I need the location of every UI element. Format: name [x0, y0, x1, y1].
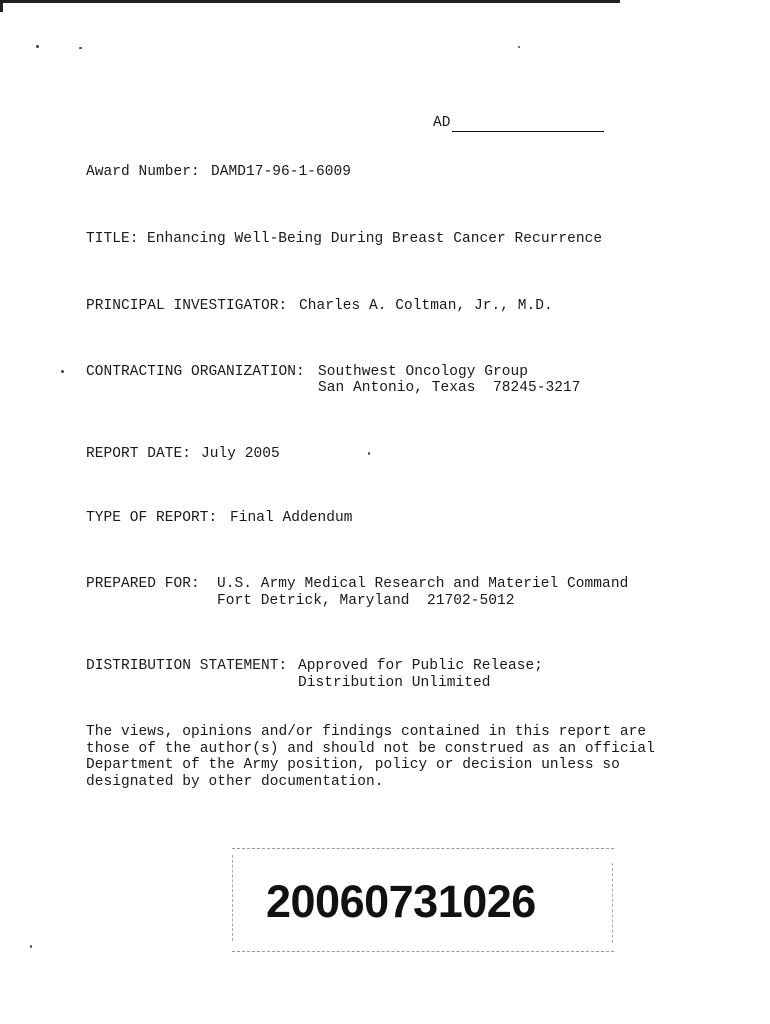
- award-number-label: Award Number:: [86, 164, 200, 180]
- scan-speck: [30, 945, 32, 948]
- report-type-value: Final Addendum: [230, 510, 353, 526]
- disclaimer-line-4: designated by other documentation.: [86, 774, 384, 790]
- ad-rule: [452, 131, 604, 132]
- prepared-for-line2: Fort Detrick, Maryland 21702-5012: [217, 593, 515, 609]
- title-label: TITLE:: [86, 231, 139, 247]
- distribution-label: DISTRIBUTION STATEMENT:: [86, 658, 288, 674]
- title-value: Enhancing Well-Being During Breast Cancer Recurrence: [147, 231, 603, 247]
- disclaimer-line-2: those of the author(s) and should not be construed as an official: [86, 741, 655, 757]
- report-date-label: REPORT DATE:: [86, 446, 192, 462]
- scan-edge-left: [0, 0, 3, 12]
- distribution-line1: Approved for Public Release;: [298, 658, 544, 674]
- prepared-for-label: PREPARED FOR:: [86, 576, 200, 592]
- barcode-stamp-number: 20060731026: [266, 876, 536, 927]
- scan-edge-top: [0, 0, 620, 3]
- pi-label: PRINCIPAL INVESTIGATOR:: [86, 298, 288, 314]
- contracting-org-label: CONTRACTING ORGANIZATION:: [86, 364, 305, 380]
- disclaimer-line-1: The views, opinions and/or findings contained in this report are: [86, 724, 647, 740]
- contracting-org-line1: Southwest Oncology Group: [318, 364, 529, 380]
- report-date-value: July 2005: [201, 446, 280, 462]
- ad-label: AD: [433, 115, 451, 131]
- pi-value: Charles A. Coltman, Jr., M.D.: [299, 298, 553, 314]
- scan-speck: [79, 47, 82, 49]
- scan-speck: [518, 46, 520, 48]
- scan-speck: [36, 45, 39, 48]
- report-type-label: TYPE OF REPORT:: [86, 510, 218, 526]
- scan-speck: [368, 452, 370, 455]
- scan-speck: [61, 370, 64, 373]
- distribution-line2: Distribution Unlimited: [298, 675, 491, 691]
- prepared-for-line1: U.S. Army Medical Research and Materiel Command: [217, 576, 629, 592]
- disclaimer-line-3: Department of the Army position, policy or decision unless so: [86, 757, 620, 773]
- award-number-value: DAMD17-96-1-6009: [211, 164, 352, 180]
- contracting-org-line2: San Antonio, Texas 78245-3217: [318, 380, 581, 396]
